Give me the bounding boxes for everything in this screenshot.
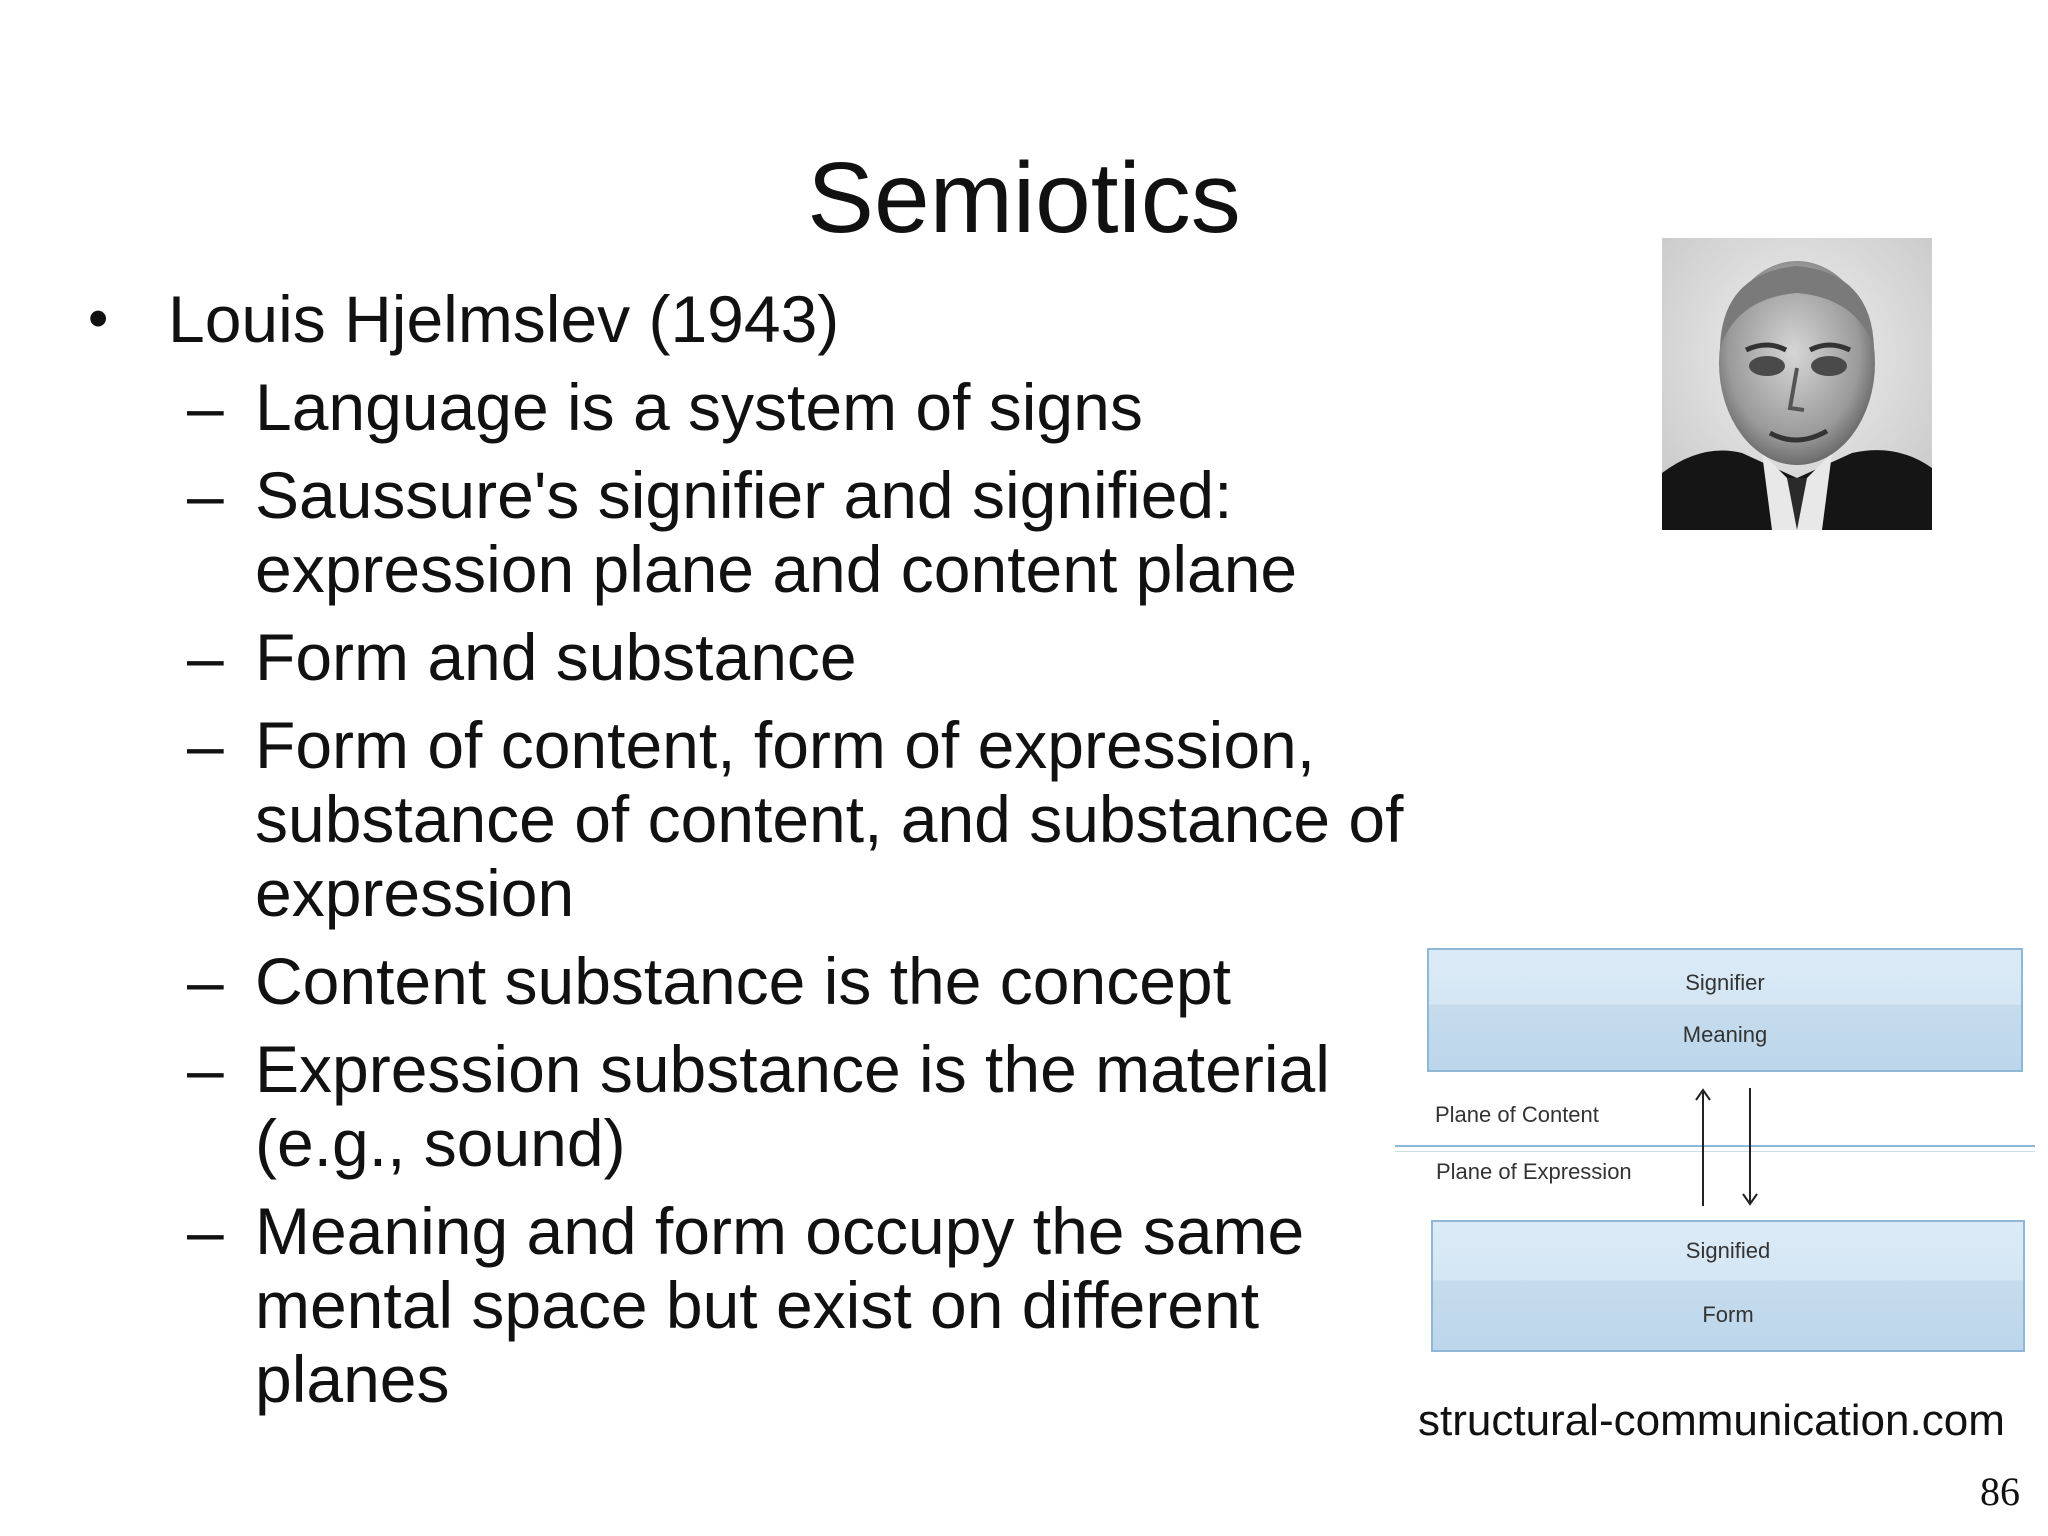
signifier-meaning-box [1427,948,2023,1072]
sub-bullet-1 [80,370,1480,444]
sub-bullet-line: Content substance is the concept [255,944,1231,1018]
sub-bullet-line: planes [255,1342,450,1416]
dash-marker: – [187,458,224,532]
dash-marker: – [187,1032,224,1106]
source-credit: structural-communication.com [1418,1396,2005,1445]
sub-bullet-line: mental space but exist on different [255,1268,1260,1342]
signified-form-box [1431,1220,2025,1352]
sub-bullet-line: Expression substance is the material [255,1032,1330,1106]
sub-bullet-7 [80,1194,1480,1416]
plane-of-expression-label: Plane of Expression [1436,1159,1632,1184]
portrait-illustration [1662,238,1932,530]
form-label: Form [1702,1302,1754,1327]
bullet-main-text: Louis Hjelmslev (1943) [168,282,840,356]
bullet-main [80,282,1480,356]
signifier-label: Signifier [1685,970,1765,995]
sub-bullet-line: Saussure's signifier and signified: [255,458,1233,532]
sub-bullet-2 [80,458,1480,606]
sub-bullet-line: Form and substance [255,620,857,694]
bullet-marker: • [88,286,109,351]
dash-marker: – [187,944,224,1018]
slide-title: Semiotics [807,142,1241,254]
sign-planes-diagram [1395,942,2035,1362]
bullet-list [80,282,1480,1416]
page-number: 86 [1980,1469,2020,1514]
plane-of-content-label: Plane of Content [1435,1102,1599,1127]
sub-bullet-line: Form of content, form of expression, [255,708,1316,782]
sub-bullet-3 [80,620,1480,694]
arrows-icon [1695,1084,1775,1214]
meaning-label: Meaning [1682,1022,1768,1047]
portrait-photo [1662,238,1932,530]
sub-bullet-line: (e.g., sound) [255,1106,626,1180]
signified-label: Signified [1685,1238,1771,1263]
sub-bullet-line: substance of content, and substance of [255,782,1404,856]
dash-marker: – [187,620,224,694]
sub-bullet-line: expression plane and content plane [255,532,1298,606]
sub-bullet-line: expression [255,856,575,930]
sub-bullet-line: Meaning and form occupy the same [255,1194,1305,1268]
dash-marker: – [187,708,224,782]
dash-marker: – [187,1194,224,1268]
dash-marker: – [187,370,224,444]
sub-bullet-6 [80,1032,1480,1180]
sub-bullet-line: Language is a system of signs [255,370,1143,444]
sub-bullet-4 [80,708,1480,930]
sub-bullet-5 [80,944,1480,1018]
